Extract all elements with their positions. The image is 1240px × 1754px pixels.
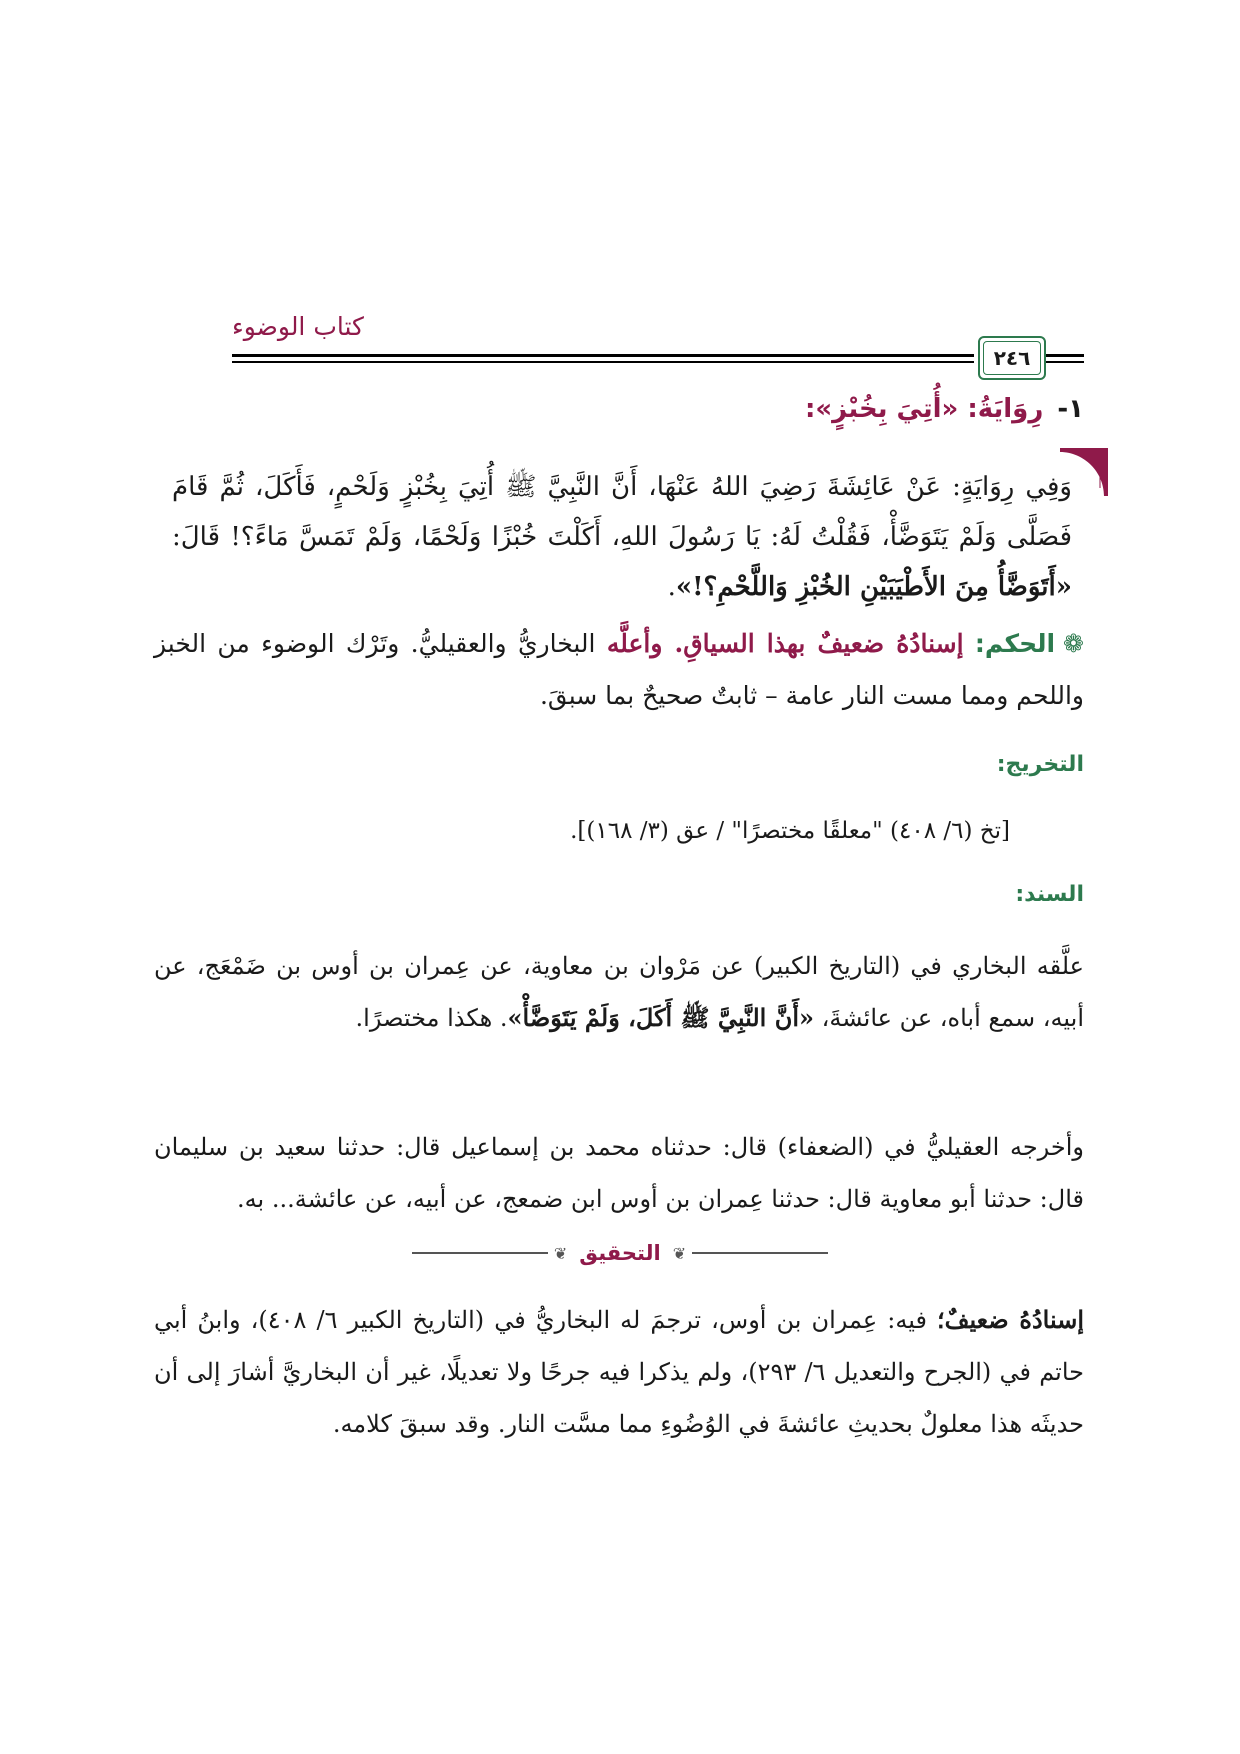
ornament-icon: ❦: [672, 1243, 687, 1263]
sanad-p1-text: علَّقه البخاري في (التاريخ الكبير) عن مَرْوان بن معاوية، عن عِمران بن أوس بن ضَمْعَج، عن أبيه، سمع أباه، عن عائشةَ،: [154, 952, 1084, 1032]
hadith-text: [172, 462, 1072, 612]
verdict-paragraph: [154, 618, 1084, 722]
verdict-label: الحكم:: [974, 629, 1056, 658]
tahqiq-paragraph: [154, 1294, 1084, 1450]
tahqiq-bold: إسنادُهُ ضعيفٌ؛: [936, 1305, 1085, 1334]
sanad-p1-quote: «أَنَّ النَّبِيَّ ﷺ أَكَلَ، وَلَمْ يَتَوَضَّأْ»: [507, 1003, 814, 1032]
sanad-paragraph-1: [154, 940, 1084, 1044]
section-label: رِوَايَةُ: «أُتِيَ بِخُبْزٍ»:: [804, 394, 1044, 424]
header-rule-right-thin: [1046, 361, 1084, 363]
tahqiq-divider: [412, 1238, 828, 1268]
flower-icon: ❁: [1063, 629, 1084, 658]
takhrij-label: التخريج:: [996, 752, 1084, 777]
ornament-icon: ❦: [553, 1243, 568, 1263]
header-rule-right: [1046, 354, 1084, 357]
hadith-text-main: وَفِي رِوَايَةٍ: عَنْ عَائِشَةَ رَضِيَ اللهُ عَنْهَا، أَنَّ النَّبِيَّ ﷺ أُتِيَ بِخُبْزٍ وَلَحْمٍ، فَأَكَلَ، ثُمَّ قَامَ فَصَلَّى وَلَمْ يَتَوَضَّأْ، فَقُلْتُ لَهُ: يَا رَسُولَ اللهِ، أَكَلْتَ خُبْزًا وَلَحْمًا، وَلَمْ تَمَسَّ مَاءً؟! قَالَ:: [172, 472, 1072, 552]
header-rule-thin: [232, 361, 974, 363]
divider-line: [692, 1252, 828, 1254]
running-header-title: كتاب الوضوء: [232, 312, 364, 341]
sanad-label: السند:: [1015, 882, 1084, 907]
section-heading: [154, 394, 1084, 424]
sanad-p1-end: . هكذا مختصرًا.: [355, 1004, 508, 1032]
verdict-text: البخاريُّ والعقيليُّ. وتَرْك الوضوء من الخبز واللحم ومما مست النار عامة – ثابتٌ صحيحٌ بما سبقَ.: [154, 629, 1084, 710]
hadith-quote: «أَتَوَضَّأُ مِنَ الأَطْيَبَيْنِ الخُبْزِ وَاللَّحْمِ؟!»: [675, 572, 1072, 602]
header-rule: [232, 354, 974, 357]
takhrij-reference: [تخ (٦/ ٤٠٨) "معلقًا مختصرًا" / عق (٣/ ١٦٨)].: [570, 818, 1010, 844]
sanad-paragraph-2: وأخرجه العقيليُّ في (الضعفاء) قال: حدثناه محمد بن إسماعيل قال: حدثنا سعيد بن سليمان قال: حدثنا أبو معاوية قال: حدثنا عِمران بن أوس ابن ضمعج، عن أبيه، عن عائشة... به.: [154, 1133, 1084, 1213]
hadith-text-end: .: [667, 572, 676, 602]
tahqiq-text: فيه: عِمران بن أوس، ترجمَ له البخاريُّ في (التاريخ الكبير ٦/ ٤٠٨)، وابنُ أبي حاتم في (الجرح والتعديل ٦/ ٢٩٣)، ولم يذكرا فيه جرحًا ولا تعديلًا، غير أن البخاريَّ أشارَ إلى أن حديثَه هذا معلولٌ بحديثِ عائشةَ في الوُضُوءِ مما مسَّت النار. وقد سبقَ كلامه.: [154, 1306, 1084, 1438]
page-number-frame: [978, 336, 1046, 380]
page-number: ٢٤٦: [993, 346, 1031, 370]
tahqiq-title: التحقيق: [579, 1241, 661, 1265]
divider-line: [412, 1252, 548, 1254]
section-number: ١-: [1057, 394, 1084, 424]
verdict-highlight: إسنادُهُ ضعيفٌ بهذا السياقِ. وأعلَّه: [606, 629, 964, 658]
